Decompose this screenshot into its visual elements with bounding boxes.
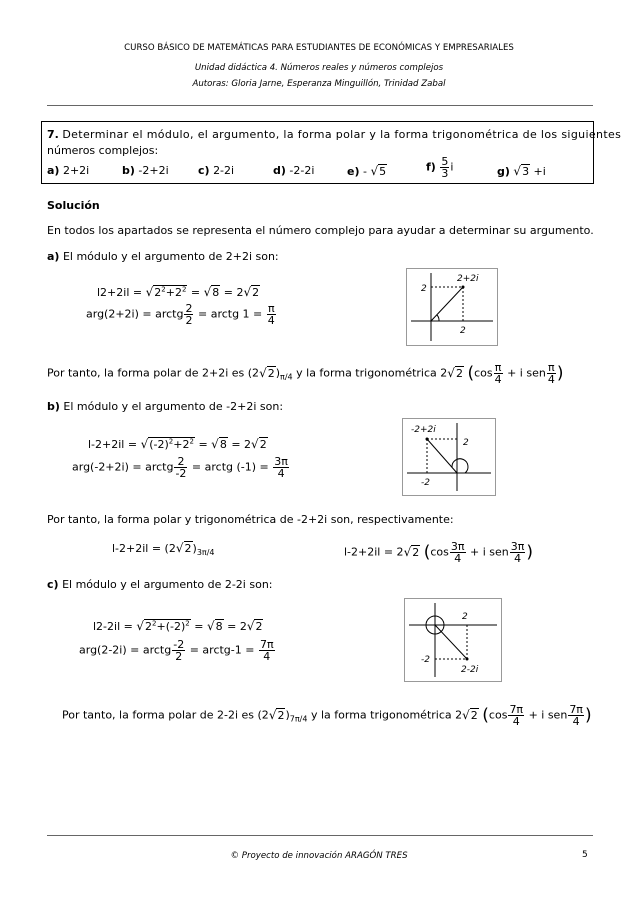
angle-arc [452,459,468,473]
unit-title: Unidad didáctica 4. Números reales y números complejos [194,63,444,73]
problem-statement-line1 [47,128,621,141]
sqrt: √5 [370,164,387,178]
point-label: 2-2i [461,665,479,675]
item-label: b) [122,164,135,177]
item-d [273,164,314,177]
problem-number: 7. [47,128,59,141]
problem-statement-text: Determinar el módulo, el argumento, la forma polar y la forma trigonométrica de los siguientes [62,128,622,141]
part-b-polar: $l-2+2il = (2√2)_{3\pi/4}$ [112,541,215,558]
point [466,658,469,661]
item-label: a) [47,164,60,177]
graph-c [404,598,502,682]
item-label: e) [347,165,360,178]
item-b [122,164,169,177]
vector [431,287,463,321]
problem-statement-line2: números complejos: [47,144,159,157]
page-number: 5 [582,850,588,860]
item-suffix: +i [530,165,546,178]
vector [427,439,457,473]
solution-title: Solución [47,199,100,212]
y-label: 2 [421,284,427,294]
fraction: $\frac{5}{3}$ [441,155,449,180]
footer-divider [47,835,593,836]
x-label: 2 [460,326,466,336]
point [426,438,429,441]
item-value: 2+2i [62,164,90,177]
part-b-trig: l-2+2il = 2√2 (cos $\frac{3\pi}{4}$ + i sen $\frac{3\pi}{4}$ ) [344,540,534,565]
item-a [47,164,89,177]
part-a-heading: a) El módulo y el argumento de 2+2i son: [47,250,279,263]
item-g [497,164,546,178]
item-c [198,164,234,177]
vector [435,625,467,659]
item-e [347,164,387,178]
part-c-heading: c) El módulo y el argumento de 2-2i son: [47,578,273,591]
part-b-argument: arg(-2+2i) = arctg $\frac{2}{-2}$ = arctg (-1) = $\frac{3\pi}{4}$ [72,455,288,480]
graph-b [402,418,496,496]
item-value: -2-2i [289,164,315,177]
item-value: -2+2i [138,164,169,177]
y-label: -2 [421,655,430,665]
authors: Autoras: Gloria Jarne, Esperanza Minguillón, Trinidad Zabal [192,79,446,89]
part-b-heading: b) El módulo y el argumento de -2+2i son: [47,400,284,413]
item-label: c) [198,164,210,177]
item-value: 2-2i [213,164,235,177]
part-a-polar: Por tanto, la forma polar de 2+2i es $(2√2)_{\pi/4}$ y la forma trigonométrica 2√2 (cos $\frac{\pi}{4}$ + i sen $\frac{\pi}{4}$ ) [47,361,564,386]
part-a-argument: arg(2+2i) = arctg $\frac{2}{2}$ = arctg 1 = $\frac{\pi}{4}$ [86,302,275,327]
part-c-modulus: $l2-2il = √2^2+(-2)^2 = √8 = 2√2$ [93,619,263,633]
x-label: 2 [462,612,468,622]
item-suffix: i [450,160,454,174]
part-c-argument: arg(2-2i) = arctg $\frac{-2}{2}$ = arctg-1 = $\frac{7\pi}{4}$ [79,638,274,663]
sqrt: √3 [513,164,530,178]
header-divider [47,105,593,106]
item-value: - [363,165,367,178]
angle-arc [437,315,439,321]
part-b-polar-intro: Por tanto, la forma polar y trigonométrica de -2+2i son, respectivamente: [47,513,454,526]
part-c-polar: Por tanto, la forma polar de 2-2i es $(2√2)_{7\pi/4}$ y la forma trigonométrica 2√2 (cos $\frac{7\pi}{4}$ + i sen $\frac{7\pi}{4}$ ) [62,703,592,728]
course-title: CURSO BÁSICO DE MATEMÁTICAS PARA ESTUDIANTES DE ECONÓMICAS Y EMPRESARIALES [124,43,514,53]
y-label: 2 [463,438,469,448]
footer-text: © Proyecto de innovación ARAGÓN TRES [230,851,408,861]
point-label: -2+2i [411,425,436,435]
part-b-modulus: $l-2+2il = √(-2)^2+2^2 = √8 = 2√2$ [88,437,267,451]
point-label: 2+2i [457,274,479,284]
solution-intro: En todos los apartados se representa el número complejo para ayudar a determinar su argumento. [47,224,594,237]
part-a-modulus: $l2+2il = √2^2+2^2 = √8 = 2√2$ [97,285,260,299]
graph-a [406,268,498,346]
point [462,286,465,289]
x-label: -2 [421,478,430,488]
item-label: f) [426,160,436,174]
item-label: d) [273,164,286,177]
item-f [426,156,453,179]
item-label: g) [497,165,510,178]
